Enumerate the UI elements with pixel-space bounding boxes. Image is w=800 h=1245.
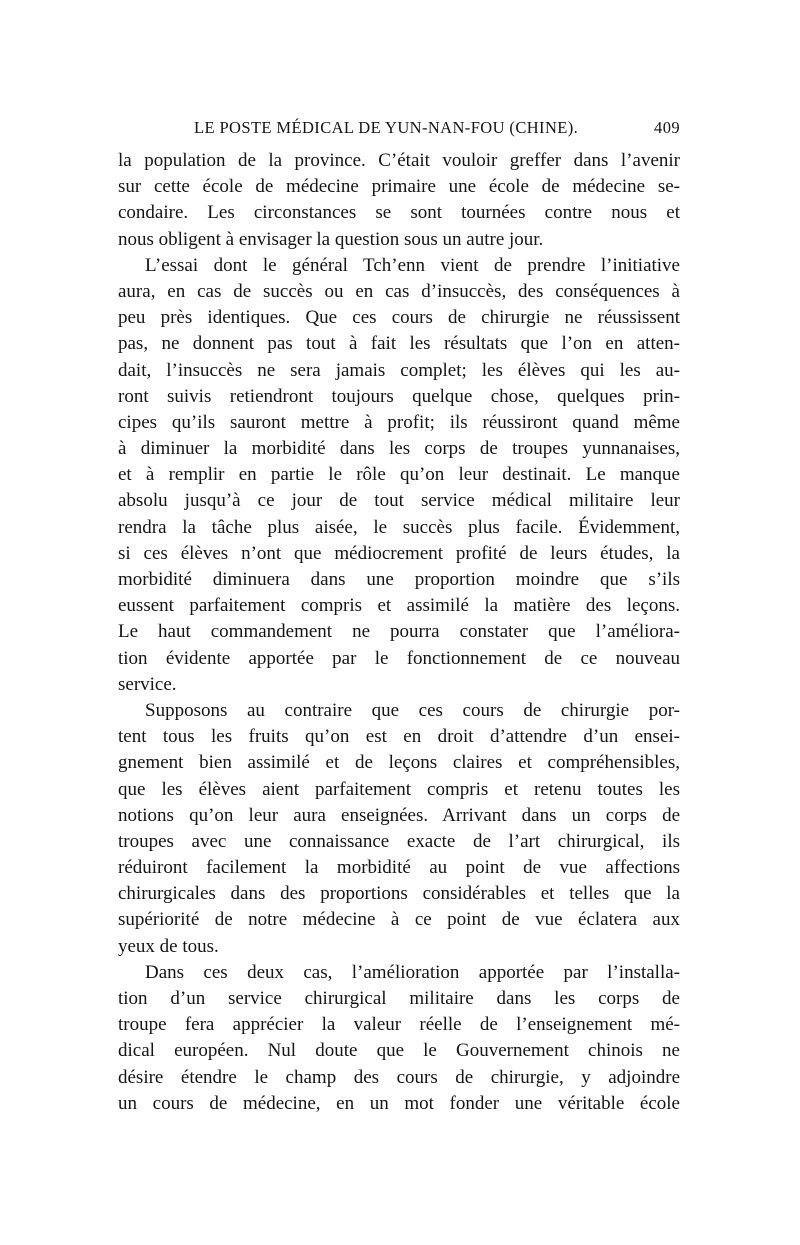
text-line: ront suivis retiendront toujours quelque chose, quelques prin- — [118, 385, 680, 407]
text-line: service. — [118, 673, 177, 695]
text-line: désire étendre le champ des cours de chirurgie, y adjoindre — [118, 1066, 680, 1088]
body-text — [118, 148, 680, 1117]
running-title: LE POSTE MÉDICAL DE YUN-NAN-FOU (CHINE). — [194, 118, 579, 137]
text-line: à diminuer la morbidité dans les corps de troupes yunnanaises, — [118, 438, 680, 460]
text-line: tion d’un service chirurgical militaire dans les corps de — [118, 988, 680, 1009]
page-number: 409 — [654, 118, 680, 137]
text-line: dait, l’insuccès ne sera jamais complet; les élèves qui les au- — [118, 359, 680, 381]
text-line: tent tous les fruits qu’on est en droit d’attendre d’un ensei- — [118, 726, 680, 748]
text-line: troupe fera apprécier la valeur réelle de l’enseignement mé- — [118, 1014, 680, 1036]
text-line: L’essai dont le général Tch’enn vient de prendre l’initiative — [145, 254, 680, 276]
text-line: pas, ne donnent pas tout à fait les résultats que l’on en atten- — [118, 333, 680, 355]
text-line: Supposons au contraire que ces cours de chirurgie por- — [145, 699, 680, 721]
text-line: Le haut commandement ne pourra constater que l’améliora- — [118, 621, 680, 643]
text-line: peu près identiques. Que ces cours de chirurgie ne réussissent — [118, 307, 680, 329]
text-line: absolu jusqu’à ce jour de tout service médical militaire leur — [118, 490, 680, 512]
text-line: yeux de tous. — [118, 935, 219, 957]
text-line: gnement bien assimilé et de leçons claires et compréhensibles, — [118, 752, 680, 774]
text-line: aura, en cas de succès ou en cas d’insuccès, des conséquences à — [118, 280, 680, 302]
text-line: si ces élèves n’ont que médiocrement profité de leurs études, la — [118, 542, 680, 564]
text-line: eussent parfaitement compris et assimilé la matière des leçons. — [118, 595, 680, 617]
text-line: tion évidente apportée par le fonctionnement de ce nouveau — [118, 647, 680, 669]
text-line: supériorité de notre médecine à ce point de vue éclatera aux — [118, 909, 680, 931]
text-line: dical européen. Nul doute que le Gouvernement chinois ne — [118, 1040, 680, 1062]
text-line: notions qu’on leur aura enseignées. Arrivant dans un corps de — [118, 804, 680, 826]
text-line: rendra la tâche plus aisée, le succès plus facile. Évidemment, — [118, 516, 680, 538]
text-line: que les élèves aient parfaitement compris et retenu toutes les — [118, 778, 680, 800]
text-line: la population de la province. C’était vouloir greffer dans l’avenir — [118, 150, 680, 171]
text-line: et à remplir en partie le rôle qu’on leur destinait. Le manque — [118, 464, 680, 486]
text-line: condaire. Les circonstances se sont tournées contre nous et — [118, 202, 680, 224]
text-line: un cours de médecine, en un mot fonder une véritable école — [118, 1092, 680, 1114]
text-line: Dans ces deux cas, l’amélioration apportée par l’installa- — [145, 961, 680, 983]
running-header — [118, 118, 680, 142]
text-line: morbidité diminuera dans une proportion moindre que s’ils — [118, 569, 680, 590]
text-line: nous obligent à envisager la question sous un autre jour. — [118, 228, 544, 250]
text-line: réduiront facilement la morbidité au point de vue affections — [118, 857, 680, 879]
text-line: troupes avec une connaissance exacte de l’art chirurgical, ils — [118, 830, 680, 852]
text-line: sur cette école de médecine primaire une école de médecine se- — [118, 176, 680, 198]
text-line: chirurgicales dans des proportions considérables et telles que la — [118, 883, 680, 905]
text-line: cipes qu’ils sauront mettre à profit; ils réussiront quand même — [118, 411, 680, 433]
